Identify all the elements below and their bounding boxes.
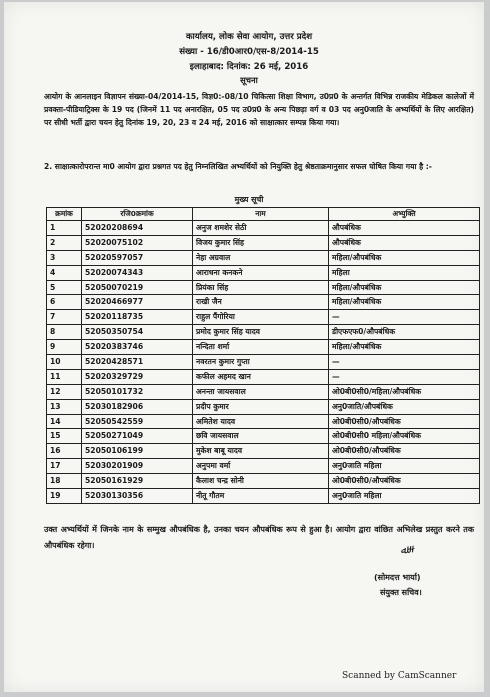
table-row <box>47 444 480 459</box>
cell-name: नवरतन कुमार गुप्ता <box>193 355 329 370</box>
cell-reg-number: 52020466977 <box>82 295 193 310</box>
cell-reg-number: 52020075102 <box>82 235 193 250</box>
cell-name: आराधना कनकने <box>193 265 329 280</box>
cell-name: कफील अहमद खान <box>193 369 329 384</box>
signature-scribble: ﷲ~ <box>399 541 417 558</box>
cell-name: नेहा अग्रवाल <box>193 250 329 265</box>
cell-reg-number: 52030201909 <box>82 459 193 474</box>
table-row <box>47 250 480 265</box>
office-title: कार्यालय, लोक सेवा आयोग, उत्तर प्रदेश <box>185 32 313 42</box>
cell-serial: 14 <box>47 414 82 429</box>
cell-remarks: ओ0बी0सी0/औपबंधिक <box>329 414 480 429</box>
cell-serial: 6 <box>47 295 82 310</box>
cell-remarks: अनु0जाति/औपबंधिक <box>329 399 480 414</box>
cell-serial: 2 <box>47 235 82 250</box>
cell-serial: 3 <box>47 250 82 265</box>
cell-serial: 4 <box>47 265 82 280</box>
cell-remarks: औपबंधिक <box>329 221 480 236</box>
cell-name: राहुल पैंगोरिया <box>193 310 329 325</box>
cell-reg-number: 52020208694 <box>82 221 193 236</box>
selection-table <box>46 207 480 504</box>
cell-remarks: ओ0बी0सी0/औपबंधिक <box>329 474 480 489</box>
cell-remarks: महिला/औपबंधिक <box>329 340 480 355</box>
cell-serial: 1 <box>47 221 82 236</box>
signatory-designation: संयुक्त सचिव। <box>380 588 422 597</box>
cell-name: मुकेश बाबू यादव <box>193 444 329 459</box>
date-line: इलाहाबाद: दिनांक: 26 मई, 2016 <box>189 62 309 72</box>
table-row <box>47 355 480 370</box>
cell-serial: 12 <box>47 384 82 399</box>
col-reg-number: रजि0क्रमांक <box>82 208 193 221</box>
signatory-name: (सोमदत्त भार्या) <box>374 573 421 582</box>
result-paragraph: 2. साक्षात्कारोपरान्त मा0 आयोग द्वारा प्रश्नगत पद हेतु निम्नलिखित अभ्यर्थियों को नियुक्ति हेतु श्रेष्ठताक्रमानुसार सफल घोषित किया गया है :- <box>44 162 432 171</box>
cell-remarks: महिला/औपबंधिक <box>329 250 480 265</box>
cell-remarks: औपबंधिक <box>329 235 480 250</box>
table-row <box>47 340 480 355</box>
cell-serial: 9 <box>47 340 82 355</box>
cell-remarks: डीएफएफ0/औपबंधिक <box>329 325 480 340</box>
cell-reg-number: 52050271049 <box>82 429 193 444</box>
closing-paragraph: उक्त अभ्यर्थियों में जिनके नाम के सम्मुख औपबंधिक है, उनका चयन औपबंधिक रूप से हुआ है। आयोग द्वारा वांछित अभिलेख प्रस्तुत करने तक औपबंधिक रहेगा। <box>44 525 474 550</box>
cell-reg-number: 52020597057 <box>82 250 193 265</box>
cell-reg-number: 52030130356 <box>82 489 193 504</box>
cell-serial: 10 <box>47 355 82 370</box>
table-row <box>47 459 480 474</box>
cell-reg-number: 52020428571 <box>82 355 193 370</box>
table-row <box>47 399 480 414</box>
reference-number: संख्या - 16/डी0आर0/एस-8/2014-15 <box>179 47 319 57</box>
table-header-row <box>47 208 480 221</box>
table-row <box>47 429 480 444</box>
cell-remarks: ओ0बी0सी0/औपबंधिक <box>329 444 480 459</box>
cell-serial: 11 <box>47 369 82 384</box>
table-row <box>47 235 480 250</box>
list-title: मुख्य सूची <box>234 195 264 204</box>
cell-remarks: ओ0बी0सी0 महिला/औपबंधिक <box>329 429 480 444</box>
cell-remarks: — <box>329 355 480 370</box>
notice-heading: सूचना <box>240 75 258 85</box>
intro-paragraph: आयोग के आनलाइन विज्ञापन संख्या-04/2014-15, विज्ञ0:-08/10 चिकित्सा शिक्षा विभाग, उ0प्र0 के अन्तर्गत विभिन्न राजकीय मेडिकल कालेजों में प्रवक्ता-पीडियाट्रिक्स के 19 पद (जिनमें 11 पद अनारक्षित, 05 पद उ0प्र0 के अन्य पिछड़ा वर्ग व 03 पद अनु0जाति के अभ्यर्थियों के लिए आरक्षित) पर सीधी भर्ती द्वारा चयन हेतु दिनांक 19, 20, 23 व 24 मई, 2016 को साक्षात्कार सम्पन्न किया गया। <box>44 92 474 127</box>
cell-remarks: महिला/औपबंधिक <box>329 280 480 295</box>
cell-serial: 8 <box>47 325 82 340</box>
cell-reg-number: 52020074343 <box>82 265 193 280</box>
cell-remarks: — <box>329 310 480 325</box>
cell-name: प्रदीप कुमार <box>193 399 329 414</box>
cell-name: अनन्ता जायसवाल <box>193 384 329 399</box>
cell-reg-number: 52050106199 <box>82 444 193 459</box>
table-row <box>47 310 480 325</box>
table-row <box>47 384 480 399</box>
table-row <box>47 265 480 280</box>
cell-name: राखी जैन <box>193 295 329 310</box>
cell-name: प्रमोद कुमार सिंह यादव <box>193 325 329 340</box>
cell-reg-number: 52050161929 <box>82 474 193 489</box>
cell-remarks: ओ0बी0सी0/महिला/औपबंधिक <box>329 384 480 399</box>
table-row <box>47 474 480 489</box>
cell-reg-number: 52020329729 <box>82 369 193 384</box>
cell-remarks: — <box>329 369 480 384</box>
cell-remarks: महिला <box>329 265 480 280</box>
cell-name: कैलाश चन्द्र सोनी <box>193 474 329 489</box>
cell-reg-number: 52020118735 <box>82 310 193 325</box>
scanner-watermark: Scanned by CamScanner <box>342 671 457 681</box>
document-page <box>4 2 484 692</box>
cell-name: अमितेश यादव <box>193 414 329 429</box>
cell-remarks: अनु0जाति महिला <box>329 459 480 474</box>
cell-name: प्रियंका सिंह <box>193 280 329 295</box>
cell-serial: 17 <box>47 459 82 474</box>
table-row <box>47 221 480 236</box>
cell-name: छवि जायसवाल <box>193 429 329 444</box>
table-row <box>47 325 480 340</box>
col-name: नाम <box>193 208 329 221</box>
cell-serial: 5 <box>47 280 82 295</box>
table-row <box>47 414 480 429</box>
cell-name: नन्दिता शर्मा <box>193 340 329 355</box>
cell-serial: 16 <box>47 444 82 459</box>
table-row <box>47 489 480 504</box>
table-row <box>47 295 480 310</box>
col-remarks: अभ्युक्ति <box>329 208 480 221</box>
table-row <box>47 280 480 295</box>
cell-name: नीतू गौतम <box>193 489 329 504</box>
cell-reg-number: 52050101732 <box>82 384 193 399</box>
cell-reg-number: 52020383746 <box>82 340 193 355</box>
cell-name: विजय कुमार सिंह <box>193 235 329 250</box>
cell-remarks: महिला/औपबंधिक <box>329 295 480 310</box>
cell-reg-number: 52050542559 <box>82 414 193 429</box>
cell-serial: 19 <box>47 489 82 504</box>
cell-reg-number: 52030182906 <box>82 399 193 414</box>
cell-serial: 15 <box>47 429 82 444</box>
cell-reg-number: 52050070219 <box>82 280 193 295</box>
cell-name: अनुज शमशेर सेठी <box>193 221 329 236</box>
cell-remarks: अनु0जाति महिला <box>329 489 480 504</box>
cell-reg-number: 52050350754 <box>82 325 193 340</box>
cell-serial: 18 <box>47 474 82 489</box>
cell-serial: 7 <box>47 310 82 325</box>
cell-serial: 13 <box>47 399 82 414</box>
table-row <box>47 369 480 384</box>
col-serial: क्रमांक <box>47 208 82 221</box>
cell-name: अनुपमा वर्मा <box>193 459 329 474</box>
